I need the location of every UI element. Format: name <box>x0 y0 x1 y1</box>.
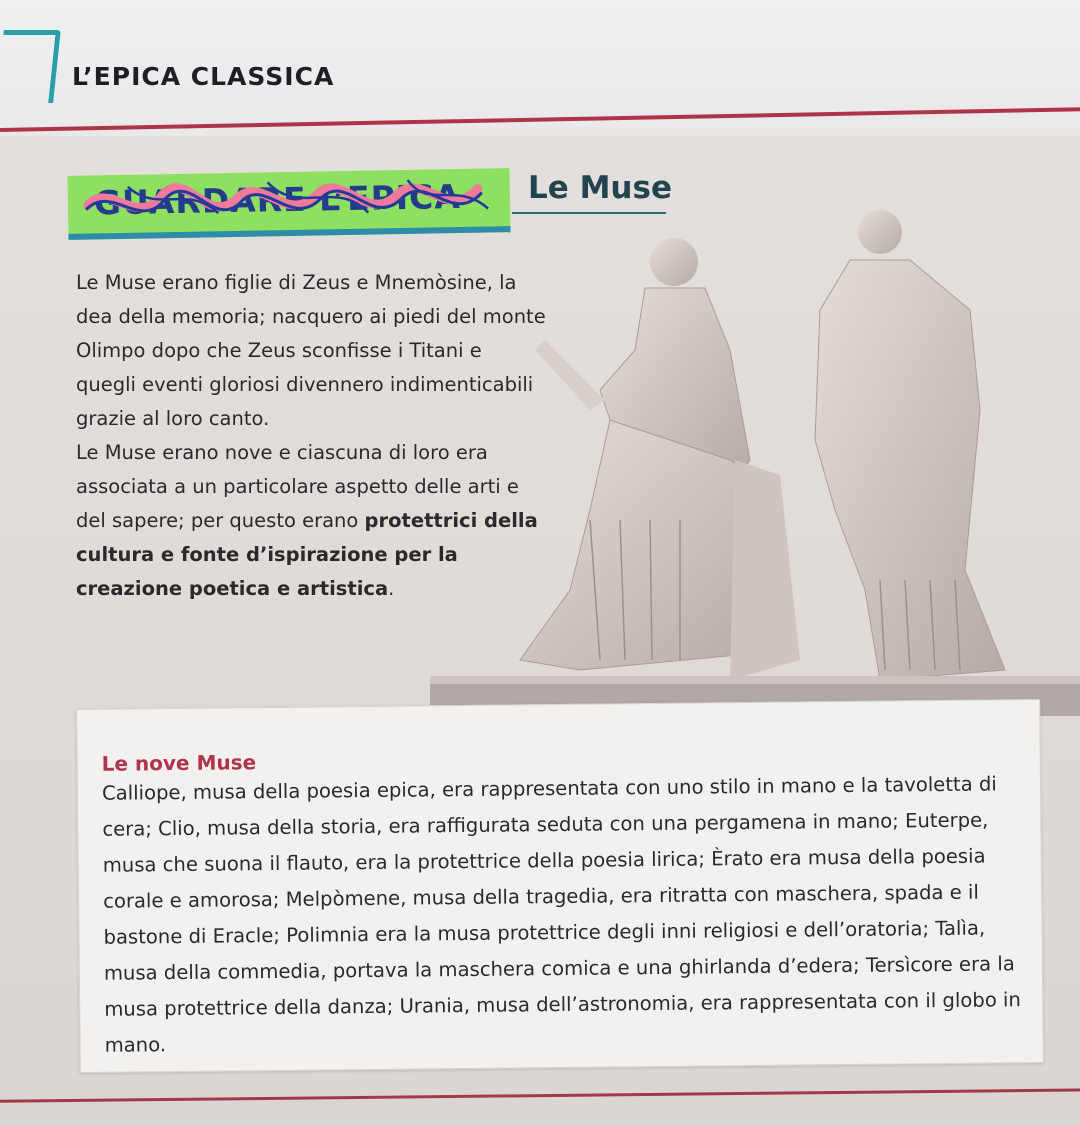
seated-muse-statue <box>520 238 800 680</box>
intro-p2-normal: Le Muse erano nove e ciascuna di loro era associata a un particolare aspetto delle arti e del sapere; per questo erano <box>76 441 519 532</box>
box-title: Le nove Muse <box>101 750 257 776</box>
intro-paragraph-1: Le Muse erano figlie di Zeus e Mnemòsine, la dea della memoria; nacquero ai piedi del monte Olimpo dopo che Zeus sconfisse i Titani e quegli eventi gloriosi divennero indimenticabili grazie al loro canto. <box>76 271 546 430</box>
intro-p2-end: . <box>388 577 395 600</box>
nine-muses-box <box>76 699 1044 1073</box>
intro-p2-bold: protettrici della cultura e fonte d’ispirazione per la creazione poetica e artistica <box>76 509 538 600</box>
muse-statues-image <box>430 190 1080 720</box>
box-text: Calliope, musa della poesia epica, era rappresentata con uno stilo in mano e la tavoletta di cera; Clio, musa della storia, era raffigurata seduta con una pergamena in mano; Euterpe, musa che suona il flauto, era la protettrice della poesia lirica; Èrato era musa della poesia corale e amorosa; Melpòmene, musa della tragedia, era ritratta con maschera, spada e il bastone di Eracle; Polimnia era la musa protettrice degli inni religiosi e dell’oratoria; Talìa, musa della commedia, portava la maschera comica e una ghirlanda d’edera; Tersìcore era la musa protettrice della danza; Urania, musa dell’astronomia, era rappresentata con il globo in mano. <box>101 772 1021 1057</box>
section-tag-text: GUARDARE L’EPICA <box>93 177 462 223</box>
section-title: Le Muse <box>528 170 672 206</box>
standing-muse-statue <box>815 210 1005 680</box>
corner-mark <box>0 30 61 103</box>
chapter-title: L’EPICA CLASSICA <box>72 62 335 91</box>
